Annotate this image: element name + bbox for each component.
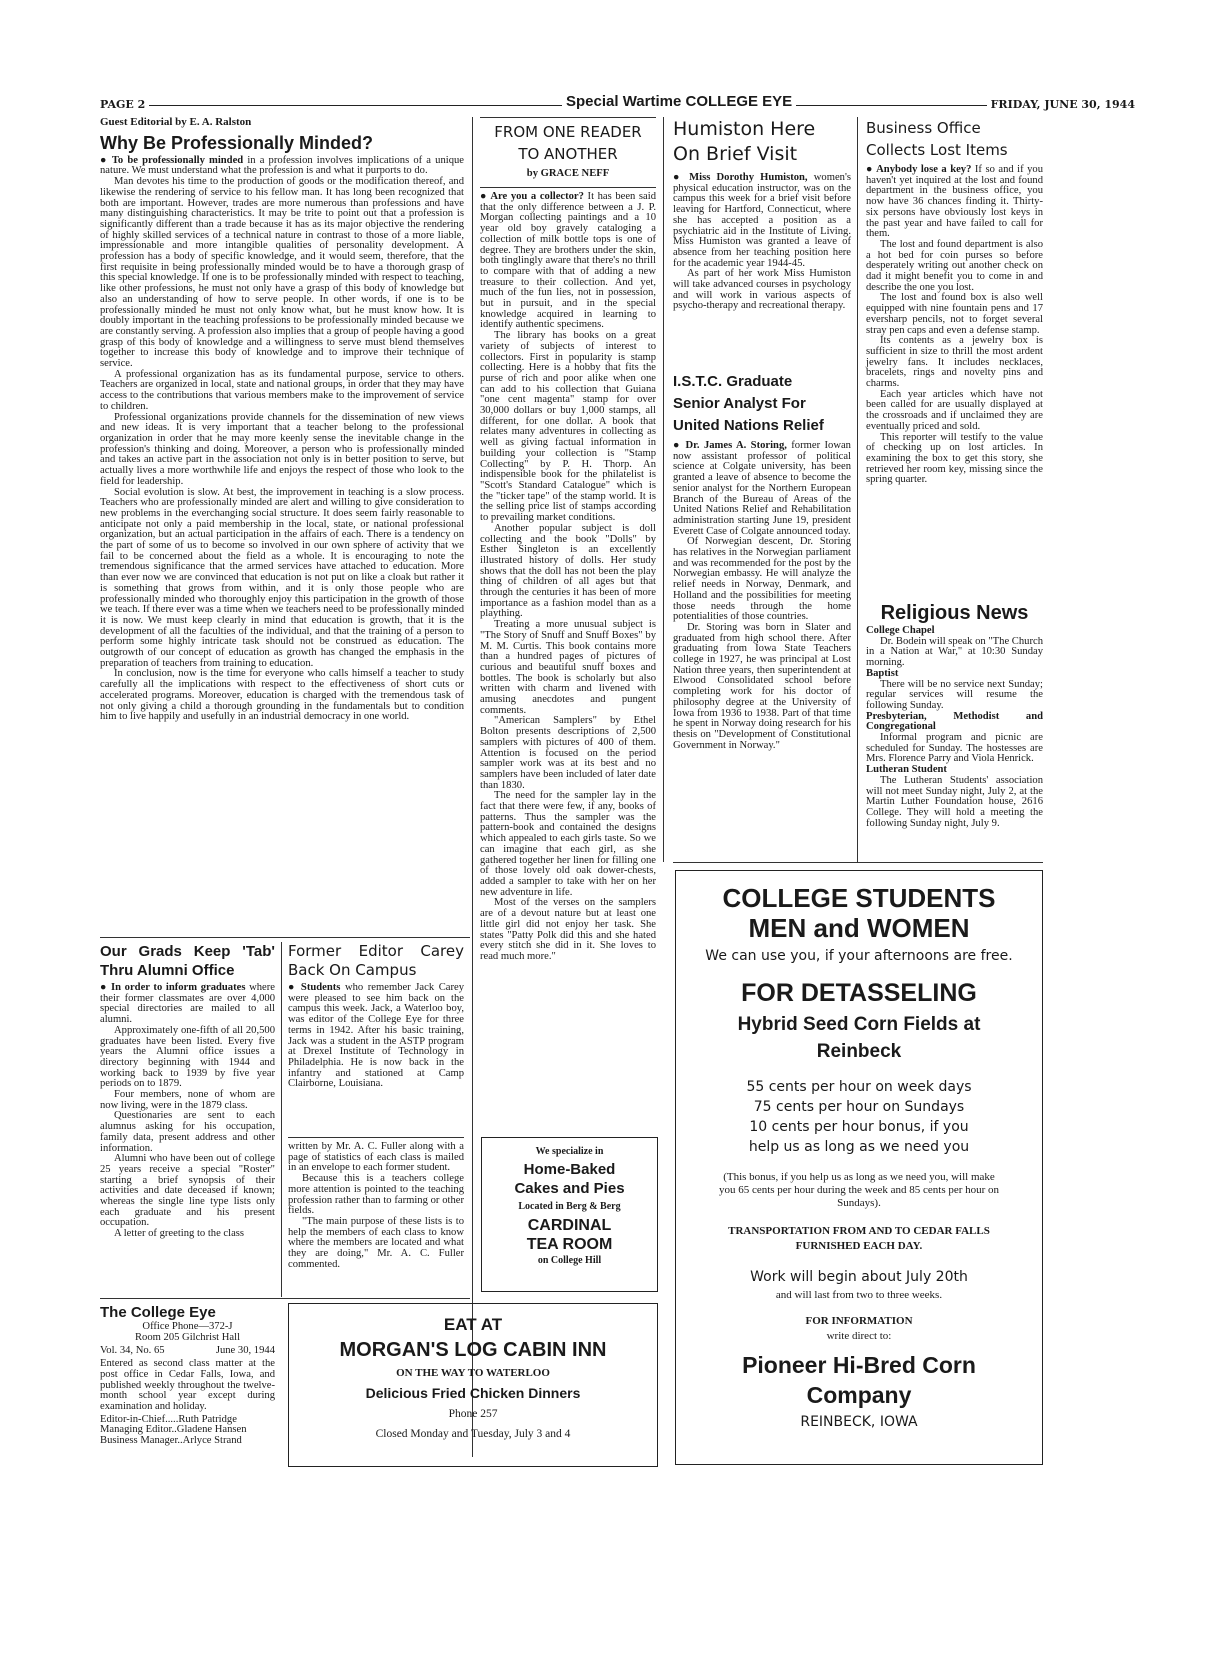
cabin-name: MORGAN'S LOG CABIN INN [339, 1339, 607, 1361]
reader-title-1: FROM ONE READER [494, 123, 642, 141]
religious-body: There will be no service next Sunday; regular services will resume the following Sunday. [866, 678, 1043, 711]
humiston-lead: Miss Dorothy Humiston, [689, 172, 808, 183]
divider [100, 1298, 470, 1299]
storing-paragraph [673, 441, 851, 537]
ad-transport: TRANSPORTATION FROM AND TO CEDAR FALLS [728, 1225, 990, 1237]
bullet-icon: ● [100, 154, 112, 166]
tea-location: Located in Berg & Berg [518, 1201, 621, 1212]
carey-lead: Students [300, 982, 341, 993]
ad-write: write direct to: [826, 1330, 892, 1342]
editorial-paragraph [100, 156, 464, 177]
ad-sundays: 75 cents per hour on Sundays [753, 1099, 965, 1115]
staff-editor: Editor-in-Chief.....Ruth Patridge [100, 1413, 237, 1425]
reader-byline: by GRACE NEFF [526, 168, 610, 179]
bullet-icon: ● [673, 440, 686, 451]
humiston-title-1: Humiston Here [673, 118, 816, 140]
storing-p1: former Iowan now assistant professor of political science at Colgate university, has been granted a leave of absence to become the senior analyst for the Northern European Branch of the Bureau of Areas of the United Nations Relief and Rehabilitation administration starting June 19, president Everett Case of Colgate announced today. [673, 440, 851, 537]
carey-title: Former Editor Carey Back On Campus [288, 942, 464, 979]
religious-news [866, 600, 1043, 829]
grads-paragraph: Questionaries are sent to each alumnus asking for his occupation, family data, present address and other information. [100, 1110, 275, 1154]
bullet-icon: ● [288, 982, 301, 993]
ad-help: help us as long as we need you [748, 1139, 970, 1155]
lost-lead: Anybody lose a key? [876, 164, 972, 175]
carey-body: who remember Jack Carey were pleased to see him back on the campus this week. Jack, a Waterloo boy, was editor of the College Eye for three terms in 1942. After his basic training, Jack was a student in the ASTP program at Drexel Institute of Technology in Philadelphia. He is now back in the infantry and stationed at Camp Clairborne, Louisiana. [288, 982, 464, 1090]
grads-article [100, 942, 275, 1240]
lost-paragraph: Its contents as a jewelry box is sufficient in size to thrill the most ardent jewelry fans. It includes necklaces, bracelets, rings and novelty pins and charms. [866, 335, 1043, 390]
cabin-eat-at: EAT AT [443, 1315, 503, 1334]
divider [673, 862, 1043, 863]
reader-paragraph [480, 192, 656, 331]
tea-cakes: Cakes and Pies [514, 1180, 625, 1197]
religious-body: Dr. Bodein will speak on "The Church in a Nation at War," at 10:30 Sunday morning. [866, 635, 1043, 669]
grads-cont: written by Mr. A. C. Fuller along with a page of statistics of each class is mailed in an envelope to each former student. [288, 1141, 464, 1174]
volume-line [100, 1346, 275, 1357]
volume: Vol. 34, No. 65 [100, 1345, 165, 1357]
masthead-box [100, 1303, 275, 1447]
ad-weekdays: 55 cents per hour on week days [746, 1079, 972, 1095]
reader-paragraph: "American Samplers" by Ethel Bolton presents descriptions of 2,500 samplers with pictures of 400 of them. Attention is focused on the period sampler work was at its best and no samplers have been included of later date than 1830. [480, 715, 656, 791]
editorial-paragraph: In conclusion, now is the time for everyone who calls himself a teacher to study carefully all the implications with respect to the effectiveness of short cuts or accelerated programs. Moreover, education is charged with the tremendous task of not only giving a child a thorough grounding in the fundamentals but to condition him to live happily and usefully in an industrial democracy in one world. [100, 668, 464, 723]
reader-p1: It has been said that the only difference between a J. P. Morgan collecting paintings and a 10 year old boy gravely cataloging a collection of milk bottle tops is one of degree. They are brothers under the skin, both tinglingly aware that there's no thrill to compare with that of adding a new treasure to their collection. And yet, much of the fun lies, not in possession, but in pursuit, and in the special knowledge acquired in learning to identify authentic specimens. [480, 191, 656, 331]
ad-duration: and will last from two to three weeks. [775, 1289, 943, 1301]
ad-furnished: FURNISHED EACH DAY. [795, 1240, 923, 1252]
log-cabin-ad [288, 1303, 658, 1467]
divider [100, 937, 470, 938]
grads-continued [288, 1142, 464, 1270]
ad-college-students: COLLEGE STUDENTS [722, 883, 996, 913]
editorial-title: Why Be Professionally Minded? [100, 132, 374, 153]
staff-managing: Managing Editor..Gladene Hansen [100, 1424, 247, 1436]
reader-lead: Are you a collector? [490, 191, 584, 202]
lost-paragraph [866, 165, 1043, 240]
ad-bonus-note: (This bonus, if you help us as long as we need you, will make you 65 cents per hour during the week and 85 cents per hour on Sundays). [718, 1171, 1000, 1209]
lost-title-1: Business Office [866, 119, 981, 137]
humiston-paragraph [673, 173, 851, 269]
divider [480, 117, 656, 118]
cabin-phone: Phone 257 [448, 1408, 498, 1420]
column-rule [663, 117, 664, 862]
reader-title-2: TO ANOTHER [518, 145, 618, 163]
bullet-icon: ● [480, 191, 491, 202]
religious-heading: College Chapel [866, 625, 935, 636]
grads-paragraph: Four members, none of whom are now living, were in the 1879 class. [100, 1089, 275, 1111]
divider [480, 187, 656, 188]
storing-lead: Dr. James A. Storing, [685, 440, 787, 451]
column-rule [281, 942, 282, 1297]
reader-paragraph: The need for the sampler lay in the fact that there were few, if any, books of patterns. Thus the sampler was the pattern-book and contained the designs which appealed to each girls taste. So we can imagine that each girl, as she gathered together her linen for filling one of those lovely old oak dower-chests, added a sampler to take with her on her new adventure in life. [480, 790, 656, 898]
tea-home-baked: Home-Baked [523, 1161, 616, 1178]
humiston-article [673, 117, 851, 312]
ad-pioneer: Pioneer Hi-Bred Corn [742, 1352, 976, 1378]
tea-room: TEA ROOM [526, 1236, 613, 1253]
editorial-paragraph: A professional organization has as its fundamental purpose, service to others. Teachers are organized in local, state and national groups, in order that they may have access to the contributions that various members make to the improvement of service to children. [100, 368, 464, 412]
storing-article [673, 371, 851, 751]
bullet-icon: ● [100, 982, 112, 993]
ad-reinbeck-iowa: REINBECK, IOWA [800, 1414, 918, 1430]
column-rule [472, 117, 473, 1457]
religious-heading: Lutheran Student [866, 764, 947, 776]
office-room: Room 205 Gilchrist Hall [134, 1331, 241, 1343]
storing-paragraph: Of Norwegian descent, Dr. Storing has relatives in the Norwegian parliament and was recommended for the post by the Norwegian embassy. He will analyze the relief needs in Norway, Denmark, and Holland and the possibilities for meeting those needs through the home potentialities of those countries. [673, 536, 851, 623]
grads-title: Our Grads Keep 'Tab' Thru Alumni Office [100, 943, 275, 979]
ad-for-info: FOR INFORMATION [805, 1315, 913, 1327]
lost-title-2: Collects Lost Items [866, 141, 1008, 159]
pioneer-ad [675, 870, 1043, 1465]
ad-afternoons: We can use you, if your afternoons are free. [705, 948, 1013, 964]
storing-title-3: United Nations Relief [673, 417, 824, 434]
masthead-name: The College Eye [100, 1304, 216, 1321]
grads-cont3: "The main purpose of these lists is to help the members of each class to know where the members are located and what they are doing," Mr. A. C. Fuller commented. [288, 1215, 464, 1270]
column-rule [857, 117, 858, 862]
grads-cont2: Because this is a teachers college more attention is pointed to the teaching profession rather than to farming or other fields. [288, 1173, 464, 1217]
editorial-p1: in a profession involves implications of a unique nature. We must understand what the profession is and what it purports to do. [100, 154, 464, 177]
page-header [100, 93, 1135, 114]
editorial-kicker: Guest Editorial by E. A. Ralston [100, 116, 252, 128]
editorial-paragraph: Social evolution is slow. At best, the improvement in teaching is a slow process. Teachers who are professionally minded are alert and willing to give consideration to new problems in the everchanging social structure. It does seem fairly reasonable to anticipate not only a paid membership in the local, state, or national professional organization, but an actual participation in the affairs of each. There is a tendency on the part of some of us to become so involved in our own sphere of activity that we fail to be concerned about the field as a whole. It is encouraging to note the tremendous significance that the armed services have attached to education. More than ever now we are convinced that education is not put on like a cloak but rather it is something that grows from within, and it is only those people who are professionally minded who thoroughly enjoy this participation in the growth of those we teach. If there ever was a time when we teachers need to be professionally minded it is now. We must keep clearly in mind that education is growth, that it is the development of all the faculties of the individual, and that the training of a person to perform some highly intricate task should not be construed as education. The outgrowth of our concept of education as growth has changed the emphasis in the preparation of teachers from training to education. [100, 486, 464, 669]
grads-paragraph: Approximately one-fifth of all 20,500 graduates have been listed. Every five years the Alumni office issues a directory beginning with 1944 and working back to 1939 by five year periods on to 1879. [100, 1024, 275, 1090]
masthead-title: Special Wartime COLLEGE EYE [562, 93, 796, 110]
religious-heading: Presbyterian, Methodist and Congregational [866, 710, 1043, 733]
reader-paragraph: The library has books on a great variety of subjects of interest to collectors. First in popularity is stamp collecting. Here is a hobby that fits the purse of rich and poor alike when one can add to his collection that Guiana "one cent magenta" stamp for over 30,000 dollars or buy 1,000 stamps, all different, for one dollar. A book that relates many adventures in collecting as well as giving factual information in building your collection is "Stamp Collecting" by P. H. Thorp. An indispensible book for the philatelist is "Scott's Standard Catalogue" which is the "ticker tape" of the stamp world. It is the selling price list of stamps according to prevailing market conditions. [480, 330, 656, 524]
religious-body: The Lutheran Students' association will not meet Sunday night, July 2, at the Martin Luther Foundation house, 2616 College. They will hold a meeting the following Sunday night, July 9. [866, 774, 1043, 829]
issue-date: FRIDAY, JUNE 30, 1944 [987, 98, 1135, 111]
carey-paragraph [288, 983, 464, 1090]
lost-paragraph: The lost and found box is also well equipped with nine fountain pens and 17 eversharp pencils, not to forget several stray pen caps and even a defense stamp. [866, 292, 1043, 336]
reader-paragraph: Another popular subject is doll collecting and the book "Dolls" by Esther Singleton is an excellently illustrated history of dolls. Her study shows that the doll has not been the play thing of children of all ages but that through the centuries it has been of more importance as a fashion model than as a plaything. [480, 522, 656, 620]
tea-cardinal: CARDINAL [527, 1217, 612, 1234]
reader-column [480, 117, 656, 963]
reader-paragraph: Treating a more unusual subject is "The Story of Snuff and Snuff Boxes" by M. M. Curtis. This book contains more than a hundred pages of pictures of curious and beautiful snuff boxes and bottles. The book is scholarly but also written with charm and livened with amusing anecdotes and pungent comments. [480, 619, 656, 716]
religious-title: Religious News [880, 602, 1029, 624]
divider [288, 1137, 464, 1138]
ad-men-women: MEN and WOMEN [748, 913, 970, 943]
tea-hill: on College Hill [537, 1255, 602, 1266]
cabin-closed: Closed Monday and Tuesday, July 3 and 4 [375, 1428, 571, 1440]
humiston-p1: women's physical education instructor, was on the campus this week for a brief visit before leaving for Hartford, Connecticut, where she has accepted a position as a psychiatric aid in the Institute of Living. Miss Humiston was granted a leave of absence from her teaching position here for the academic year 1944-45. [673, 172, 851, 269]
reader-paragraph: Most of the verses on the samplers are of a devout nature but at least one little girl did not enjoy her task. She states "Patty Polk did this and she hated every stitch she did in it. She loves to read much more." [480, 897, 656, 962]
ad-hybrid: Hybrid Seed Corn Fields at [737, 1014, 981, 1035]
grads-p1: where their former classmates are over 4,000 special directories are mailed to all alumni. [100, 982, 275, 1026]
ad-bonus: 10 cents per hour bonus, if you [749, 1119, 969, 1135]
lost-paragraph: The lost and found department is also a hot bed for coin purses so before desperately writing out another check on dad it might benefit you to come in and describe the one you lost. [866, 238, 1043, 293]
ad-company: Company [806, 1382, 912, 1408]
religious-body: Informal program and picnic are scheduled for Sunday. The hostesses are Mrs. Florence Parry and Viola Henrick. [866, 732, 1043, 765]
office-phone: Office Phone—372-J [142, 1321, 233, 1332]
grads-paragraph: Alumni who have been out of college 25 years receive a special "Roster" starting a brief synopsis of their activities and date deceased if known; whereas the single line type lists only each graduate and his present occupation. [100, 1153, 275, 1229]
grads-lead: In order to inform graduates [111, 982, 246, 993]
page-number: PAGE 2 [100, 98, 149, 111]
carey-article [288, 942, 464, 1090]
ad-reinbeck: Reinbeck [816, 1041, 902, 1062]
editorial-lead: To be professionally minded [111, 154, 244, 166]
grads-paragraph [100, 983, 275, 1026]
lost-paragraph: Each year articles which have not been called for are usually displayed at the crossroads and if unclaimed they are eventually priced and sold. [866, 388, 1043, 432]
lost-found-article [866, 117, 1043, 486]
cabin-dinners: Delicious Fried Chicken Dinners [365, 1385, 581, 1401]
bullet-icon: ● [866, 164, 877, 175]
editorial-paragraph: Professional organizations provide channels for the dissemination of new views and new ideas. It is very important that a teacher belong to the professional organization in order that he may more keenly sense the inevitable change in the profession's thinking and doing. Moreover, a person who is professionally minded and takes an active part in the association not only is in better position to serve, but actually lives a more worthwhile life and enjoys the respect of those who look to the field for leadership. [100, 411, 464, 487]
editorial-article [100, 117, 464, 723]
storing-title-1: I.S.T.C. Graduate [673, 373, 793, 390]
tea-room-ad [481, 1137, 658, 1292]
grads-paragraph: A letter of greeting to the class [114, 1228, 245, 1240]
lost-paragraph: This reporter will testify to the value of checking up on lost articles. In examining the box to get this story, she retrieved her room key, missing since the spring quarter. [866, 431, 1043, 486]
lost-p1: If so and if you haven't yet inquired at the lost and found department in the business office, you now have 36 chances finding it. Thirty-six persons have obviously lost keys in the past year and have failed to call for them. [866, 164, 1044, 240]
cabin-location: ON THE WAY TO WATERLOO [396, 1367, 550, 1379]
bullet-icon: ● [673, 172, 690, 183]
storing-paragraph: Dr. Storing was born in Slater and graduated from high school there. After graduating from Iowa State Teachers college in 1927, he was principal at Lost Nation three years, then superintendent at Elwood Consolidated school before completing work for his doctor of philosophy degree at the University of Iowa from 1936 to 1938. Part of that time he spent in Norway doing research for his thesis on "Development of Constitutional Government in Norway." [673, 621, 851, 751]
storing-title-2: Senior Analyst For [673, 395, 806, 412]
humiston-paragraph: As part of her work Miss Humiston will take advanced courses in psychology and will work in various aspects of psycho-therapy and recreational therapy. [673, 268, 851, 312]
ad-work-begin: Work will begin about July 20th [750, 1269, 968, 1285]
ad-detasseling: FOR DETASSELING [741, 979, 977, 1007]
entry-notice: Entered as second class matter at the post office in Cedar Falls, Iowa, and published weekly throughout the twelve-month school year except during examination and holiday. [100, 1358, 275, 1412]
tea-specialize: We specialize in [535, 1146, 604, 1157]
volume-date: June 30, 1944 [215, 1345, 275, 1357]
humiston-title-2: On Brief Visit [673, 143, 798, 165]
editorial-paragraph: Man devotes his time to the production of goods or the modification thereof, and likewise the rendering of service to his fellow man. It has long been recognized that both are important. However, trades are more numerous than professions and have many distinguishing characteristics. It may be trite to point out that a profession is significantly different than a trade because it has as its major objective the rendering of highly skilled services of a technical nature in contrast to those of a more liable, impressionable and more intangible qualities of personality development. A profession has a body of specific knowledge, and it would seem, therefore, that the first requisite in being professionally minded would be to have a thorough grasp of this special knowledge. If one is to be professionally minded with respect to teaching, like other professions, he must not only have a grasp of this body of knowledge but also an understanding of how to serve people. In other words, if one is to be professionally minded he must not only know what, but he must know how. It is doubly important in the teaching professions to be professionally minded because we are constantly serving. A profession also implies that a group of people having a good grasp of this body of knowledge and a willingness to serve must blend themselves together to increase this body of knowledge and to improve their technique of service. [100, 176, 464, 370]
religious-heading: Baptist [866, 667, 899, 679]
staff-business: Business Manager..Arlyce Strand [100, 1435, 242, 1447]
